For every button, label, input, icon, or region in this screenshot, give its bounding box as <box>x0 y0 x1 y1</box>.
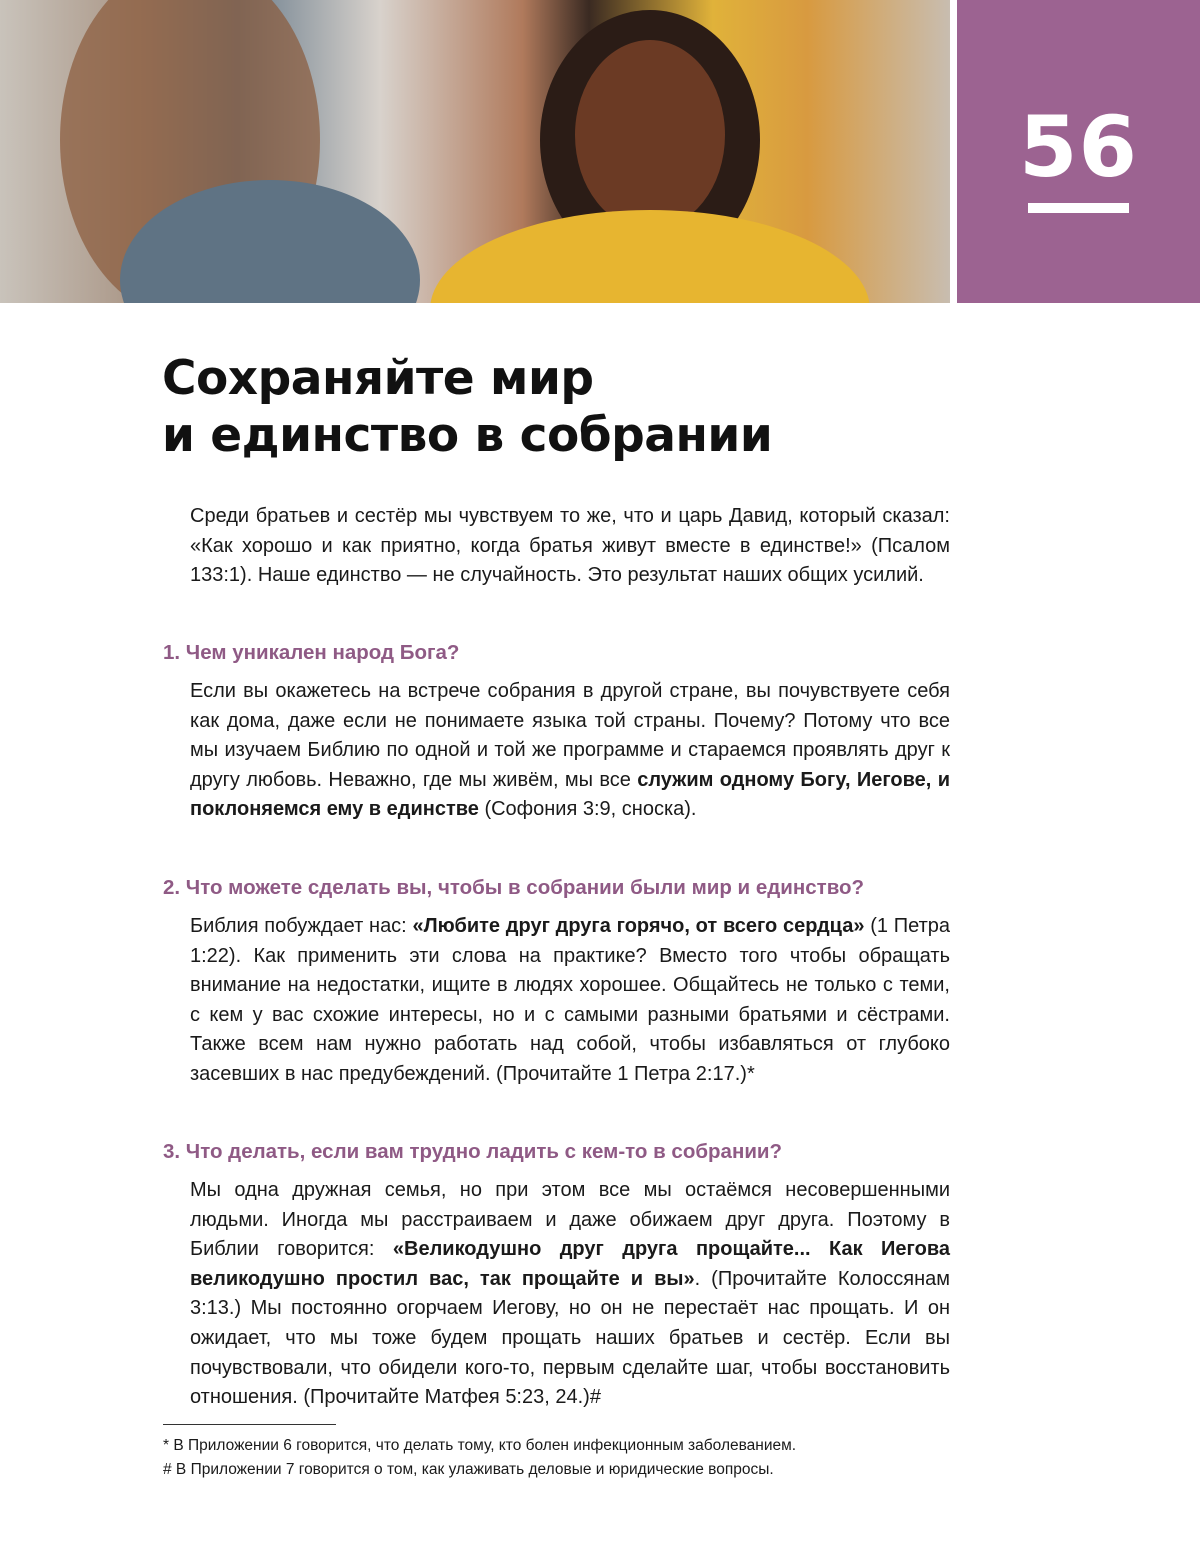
section-1-text: Если вы окажетесь на встрече собрания в другой стране, вы почувствуете себя как дома, даже если не понимаете языка той страны. Почему? Потому что все мы изучаем Библию по одной и той же программе и стараемся проявлять друг к другу любовь. Неважно, где мы живём, мы все служим одному Богу, Иегове, и поклоняемся ему в единстве (Софония 3:9, сноска). <box>190 680 950 821</box>
footnote-2: # В Приложении 7 говорится о том, как улаживать деловые и юридические вопросы. <box>163 1461 774 1478</box>
section-1-question: 1. Чем уникален народ Бога? <box>163 641 460 664</box>
lesson-number-underline <box>1028 203 1129 213</box>
lesson-number-tab <box>957 0 1200 303</box>
title-line-2: и единство в собрании <box>162 408 773 463</box>
title-line-1: Сохраняйте мир <box>162 351 594 406</box>
footnote-1: * В Приложении 6 говорится, что делать тому, кто болен инфекционным заболеванием. <box>163 1437 797 1454</box>
header-photo <box>0 0 950 303</box>
page-title <box>162 350 772 464</box>
intro-paragraph: Среди братьев и сестёр мы чувствуем то же, что и царь Давид, который сказал: «Как хорошо и как приятно, когда братья живут вместе в единстве!» (Псалом 133:1). Наше единство — не случайность. Это результат наших общих усилий. <box>190 505 950 587</box>
section-3-question: 3. Что делать, если вам трудно ладить с кем-то в собрании? <box>163 1140 783 1163</box>
section-2-text: Библия побуждает нас: «Любите друг друга горячо, от всего сердца» (1 Петра 1:22). Как применить эти слова на практике? Вместо того чтобы обращать внимание на недостатки, ищите в людях хорошее. Общайтесь не только с теми, с кем у вас схожие интересы, но и с самыми разными братьями и сёстрами. Также всем нам нужно работать над собой, чтобы избавляться от глубоко засевших в нас предубеждений. (Прочитайте 1 Петра 2:17.)* <box>190 915 951 1085</box>
section-3-text: Мы одна дружная семья, но при этом все мы остаёмся несовершенными людьми. Иногда мы расстраиваем и даже обижаем друг друга. Поэтому в Библии говорится: «Великодушно друг друга прощайте... Как Иегова великодушно простил вас, так прощайте и вы». (Прочитайте Колоссянам 3:13.) Мы постоянно огорчаем Иегову, но он не перестаёт нас прощать. И он ожидает, что мы тоже будем прощать наших братьев и сестёр. Если вы почувствовали, что обидели кого-то, первым сделайте шаг, чтобы восстановить отношения. (Прочитайте Матфея 5:23, 24.)# <box>190 1179 950 1409</box>
lesson-number: 56 <box>1019 98 1138 196</box>
section-2-question: 2. Что можете сделать вы, чтобы в собрании были мир и единство? <box>163 876 865 899</box>
footnote-divider <box>163 1424 336 1425</box>
